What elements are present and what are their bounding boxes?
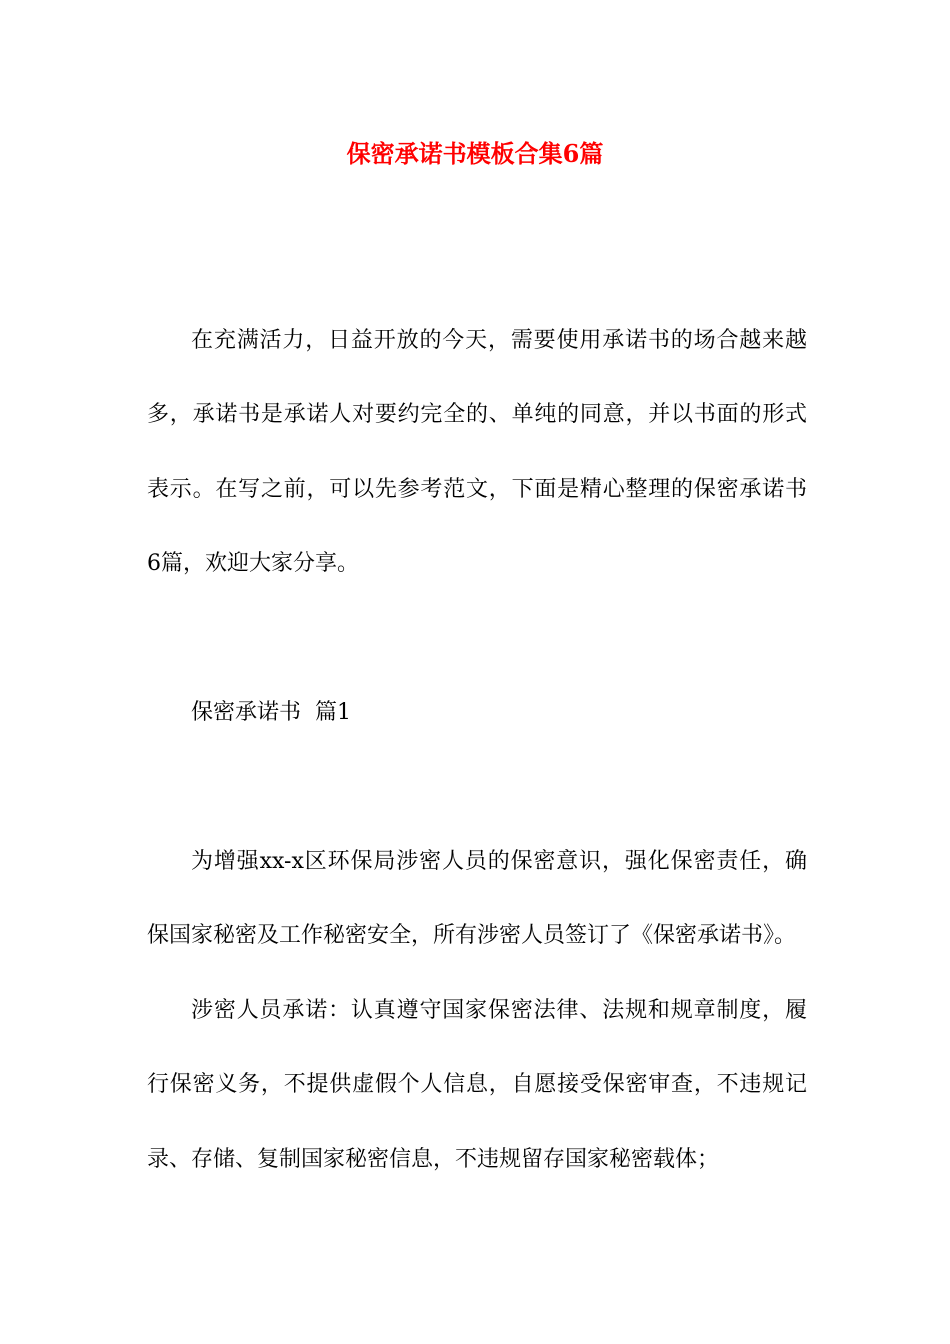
para2-line-2: 行保密义务，不提供虚假个人信息，自愿接受保密审查，不违规记 bbox=[147, 1072, 807, 1097]
intro-line-1: 在充满活力，日益开放的今天，需要使用承诺书的场合越来越 bbox=[191, 328, 807, 353]
intro-line-2: 多，承诺书是承诺人对要约完全的、单纯的同意，并以书面的形式 bbox=[147, 402, 807, 427]
intro-line-4: 6篇，欢迎大家分享。 bbox=[147, 551, 359, 576]
document-title: 保密承诺书模板合集6篇 bbox=[346, 139, 604, 168]
para2-line-1: 涉密人员承诺：认真遵守国家保密法律、法规和规章制度，履 bbox=[191, 998, 807, 1023]
para2-line-3: 录、存储、复制国家秘密信息，不违规留存国家秘密载体； bbox=[147, 1147, 720, 1172]
para1-line-1: 为增强xx-x区环保局涉密人员的保密意识，强化保密责任，确 bbox=[191, 849, 807, 874]
section-heading: 保密承诺书 篇1 bbox=[191, 700, 351, 725]
para1-line-2: 保国家秘密及工作秘密安全，所有涉密人员签订了《保密承诺书》。 bbox=[147, 923, 797, 948]
intro-line-3: 表示。在写之前，可以先参考范文，下面是精心整理的保密承诺书 bbox=[147, 477, 807, 502]
